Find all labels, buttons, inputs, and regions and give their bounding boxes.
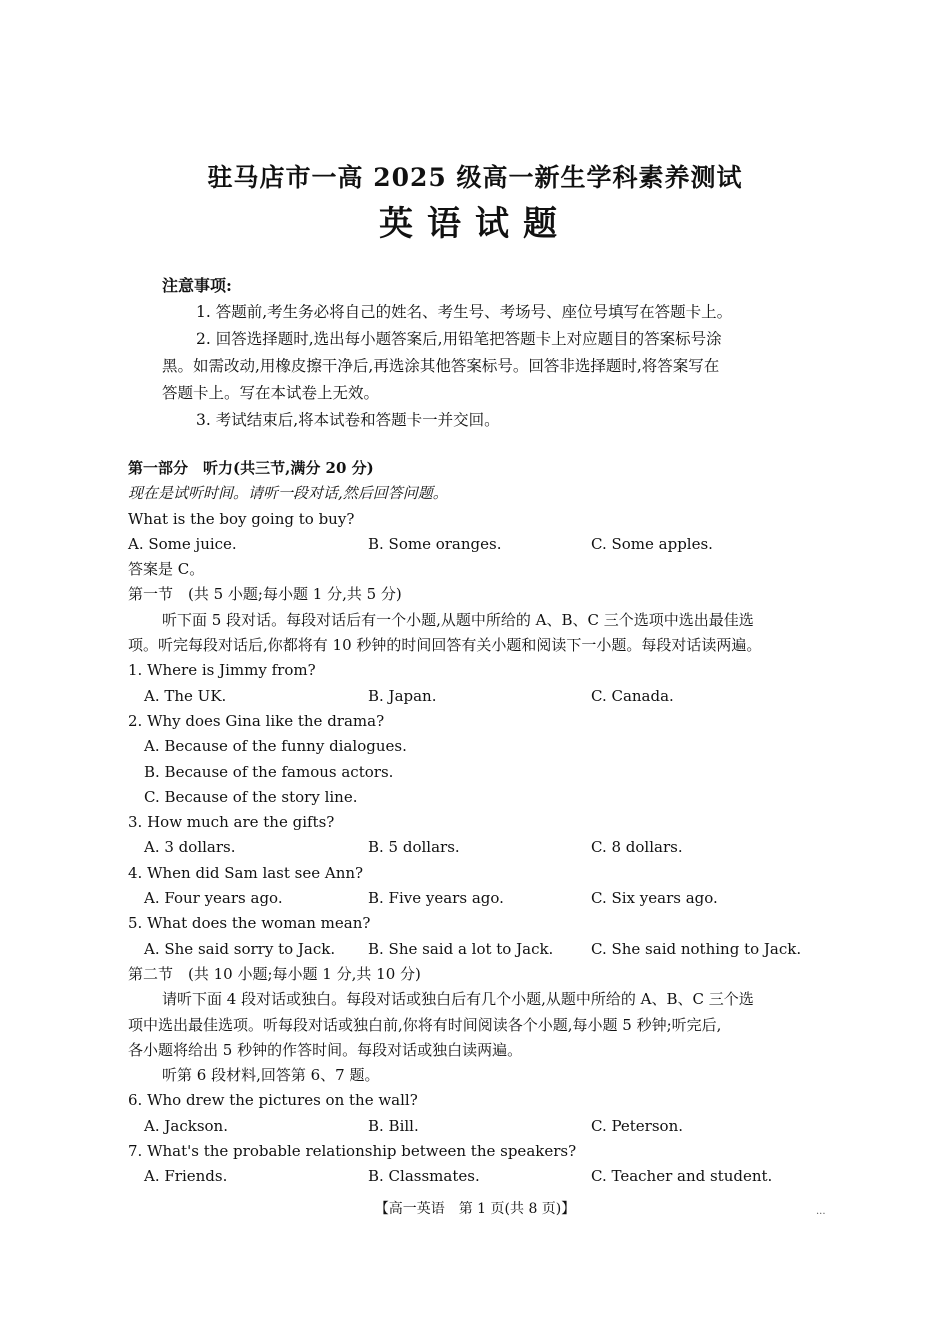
- option-c: C. Teacher and student.: [591, 1167, 773, 1186]
- option-b: B. Japan.: [368, 686, 437, 705]
- option-a: A. 3 dollars.: [144, 838, 236, 857]
- part-heading: 第一部分 听力(共三节,满分 20 分): [128, 459, 374, 477]
- option-b: B. Classmates.: [368, 1167, 480, 1186]
- option-c: C. 8 dollars.: [591, 838, 683, 857]
- option-a: A. She said sorry to Jack.: [144, 939, 336, 958]
- option-c: C. Canada.: [591, 686, 674, 705]
- note-item: 1. 答题前,考生务必将自己的姓名、考生号、考场号、座位号填写在答题卡上。: [196, 303, 733, 321]
- question-1: 1. Where is Jimmy from?: [128, 661, 316, 680]
- footer-dots: ...: [816, 1206, 826, 1217]
- option-a: A. The UK.: [144, 686, 227, 705]
- note-item: 答题卡上。写在本试卷上无效。: [162, 384, 380, 402]
- question-3-options: [128, 835, 828, 860]
- option-c: C. Some apples.: [591, 534, 713, 553]
- subject-title: 英语试题: [379, 204, 571, 244]
- section2-heading: 第二节 (共 10 小题;每小题 1 分,共 10 分): [128, 964, 421, 983]
- section1-heading: 第一节 (共 5 小题;每小题 1 分,共 5 分): [128, 585, 402, 604]
- option-b: B. Some oranges.: [368, 534, 502, 553]
- question-1-options: [128, 684, 828, 709]
- option-b: B. Five years ago.: [368, 889, 504, 908]
- option-a: A. Jackson.: [144, 1116, 228, 1135]
- option-b: B. She said a lot to Jack.: [368, 939, 554, 958]
- option-b: B. 5 dollars.: [368, 838, 460, 857]
- question-4: 4. When did Sam last see Ann?: [128, 863, 364, 882]
- material-6-note: 听第 6 段材料,回答第 6、7 题。: [162, 1066, 380, 1085]
- question-7: 7. What's the probable relationship between the speakers?: [128, 1142, 577, 1161]
- note-item: 黑。如需改动,用橡皮擦干净后,再选涂其他答案标号。回答非选择题时,将答案写在: [162, 357, 720, 375]
- option-a: A. Friends.: [144, 1167, 228, 1186]
- option-c: C. Peterson.: [591, 1116, 684, 1135]
- question-6: 6. Who drew the pictures on the wall?: [128, 1091, 418, 1110]
- example-question: What is the boy going to buy?: [128, 509, 355, 528]
- note-item: 2. 回答选择题时,选出每小题答案后,用铅笔把答题卡上对应题目的答案标号涂: [196, 330, 722, 348]
- question-6-options: [128, 1114, 828, 1139]
- notes-heading: 注意事项:: [162, 276, 232, 295]
- option-a: A. Four years ago.: [144, 889, 283, 908]
- section1-instructions: 听下面 5 段对话。每段对话后有一个小题,从题中所给的 A、B、C 三个选项中选出最佳选: [162, 610, 754, 629]
- question-2: 2. Why does Gina like the drama?: [128, 711, 385, 730]
- question-4-options: [128, 886, 828, 911]
- section2-instructions-cont: 项中选出最佳选项。听每段对话或独白前,你将有时间阅读各个小题,每小题 5 秒钟;听完后,: [128, 1015, 722, 1034]
- question-5: 5. What does the woman mean?: [128, 914, 371, 933]
- option-c: C. Six years ago.: [591, 889, 718, 908]
- example-answer: 答案是 C。: [128, 560, 205, 579]
- option-c: C. She said nothing to Jack.: [591, 939, 802, 958]
- question-5-options: [128, 937, 828, 962]
- section2-instructions: 请听下面 4 段对话或独白。每段对话或独白后有几个小题,从题中所给的 A、B、C 三个选: [162, 990, 754, 1009]
- option-c: C. Because of the story line.: [144, 787, 358, 806]
- example-options: [128, 532, 828, 557]
- section1-instructions-cont: 项。听完每段对话后,你都将有 10 秒钟的时间回答有关小题和阅读下一小题。每段对话读两遍。: [128, 636, 762, 655]
- option-a: A. Some juice.: [128, 534, 237, 553]
- trial-intro: 现在是试听时间。请听一段对话,然后回答问题。: [128, 484, 448, 503]
- section2-instructions-cont: 各小题将给出 5 秒钟的作答时间。每段对话或独白读两遍。: [128, 1040, 523, 1059]
- listening-part: [128, 456, 828, 1190]
- exam-title: 驻马店市一高 2025 级高一新生学科素养测试: [207, 163, 743, 192]
- note-item: 3. 考试结束后,将本试卷和答题卡一并交回。: [196, 411, 500, 429]
- page-footer: 【高一英语 第 1 页(共 8 页)】: [374, 1201, 576, 1217]
- question-3: 3. How much are the gifts?: [128, 813, 335, 832]
- notes-section: [162, 272, 802, 434]
- option-b: B. Because of the famous actors.: [144, 762, 394, 781]
- option-a: A. Because of the funny dialogues.: [144, 737, 407, 756]
- option-b: B. Bill.: [368, 1116, 419, 1135]
- question-7-options: [128, 1164, 828, 1189]
